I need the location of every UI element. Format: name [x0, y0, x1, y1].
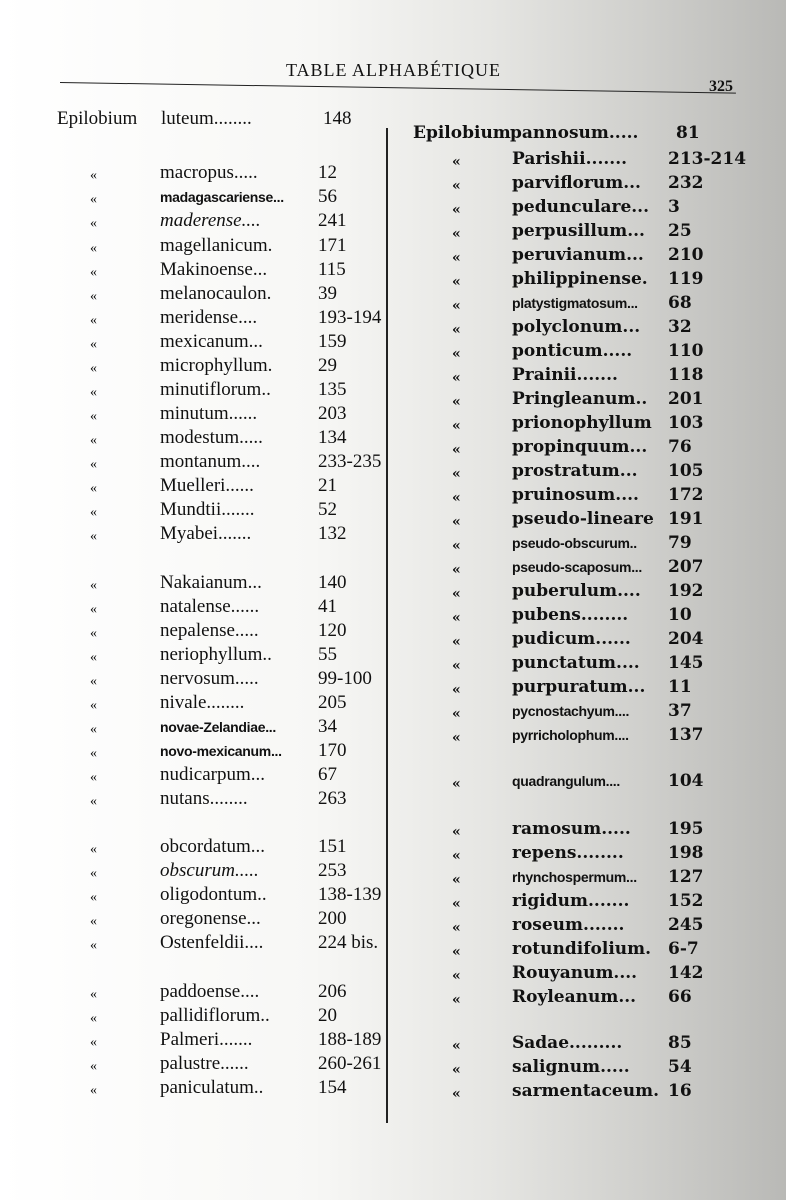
species-name: Ostenfeldii.... — [160, 932, 264, 953]
species-name: novae-Zelandiae... — [160, 719, 276, 735]
page-ref: 85 — [668, 1033, 692, 1053]
species-name: pseudo-obscurum.. — [512, 535, 637, 551]
page-ref: 253 — [318, 860, 347, 881]
page-ref: 120 — [318, 620, 347, 641]
ditto-mark: « — [452, 730, 461, 746]
page-ref: 11 — [668, 677, 692, 697]
page-ref: 245 — [668, 915, 704, 935]
species-name: pedunculare... — [512, 197, 650, 217]
page-ref: 148 — [323, 108, 352, 129]
genus-name: Epilobium — [413, 123, 511, 143]
species-name: pannosum..... — [510, 123, 639, 143]
page-ref: 25 — [668, 221, 692, 241]
ditto-mark: « — [452, 418, 461, 434]
ditto-mark: « — [452, 920, 461, 936]
page-ref: 232 — [668, 173, 704, 193]
ditto-mark: « — [452, 968, 461, 984]
page-ref: 193-194 — [318, 307, 382, 328]
ditto-mark: « — [452, 634, 461, 650]
ditto-mark: « — [90, 385, 97, 400]
species-name: pallidiflorum.. — [160, 1005, 270, 1026]
species-name: luteum........ — [161, 108, 252, 129]
ditto-mark: « — [90, 1011, 97, 1026]
species-name: philippinense. — [512, 269, 648, 289]
ditto-mark: « — [452, 1062, 461, 1078]
ditto-mark: « — [90, 505, 97, 520]
species-name: Sadae......... — [512, 1033, 623, 1053]
page-ref: 205 — [318, 692, 347, 713]
species-name: rotundifolium. — [512, 939, 652, 959]
page-ref: 79 — [668, 533, 692, 553]
species-name: polyclonum... — [512, 317, 641, 337]
species-name: platystigmatosum... — [512, 295, 638, 311]
species-name: Prainii....... — [512, 365, 618, 385]
species-name: modestum..... — [160, 427, 263, 448]
ditto-mark: « — [90, 192, 97, 207]
ditto-mark: « — [452, 442, 461, 458]
page-ref: 135 — [318, 379, 347, 400]
species-name: nudicarpum... — [160, 764, 266, 785]
page-ref: 10 — [668, 605, 692, 625]
ditto-mark: « — [90, 361, 97, 376]
page-ref: 37 — [668, 701, 692, 721]
ditto-mark: « — [90, 457, 97, 472]
ditto-mark: « — [452, 394, 461, 410]
ditto-mark: « — [90, 698, 97, 713]
page-ref: 241 — [318, 210, 347, 231]
species-name: quadrangulum.... — [512, 773, 620, 789]
ditto-mark: « — [452, 872, 461, 888]
species-name: Pringleanum.. — [512, 389, 648, 409]
ditto-mark: « — [452, 776, 461, 792]
ditto-mark: « — [90, 241, 97, 256]
ditto-mark: « — [90, 481, 97, 496]
species-name: pruinosum.... — [512, 485, 639, 505]
page-ref: 192 — [668, 581, 704, 601]
ditto-mark: « — [452, 490, 461, 506]
page-ref: 140 — [318, 572, 347, 593]
page-ref: 152 — [668, 891, 704, 911]
page-ref: 206 — [318, 981, 347, 1002]
page-ref: 54 — [668, 1057, 692, 1077]
ditto-mark: « — [90, 770, 97, 785]
species-name: macropus..... — [160, 162, 258, 183]
species-name: meridense.... — [160, 307, 258, 328]
ditto-mark: « — [90, 794, 97, 809]
page-number: 325 — [709, 78, 733, 95]
page-ref: 134 — [318, 427, 347, 448]
species-name: pudicum...... — [512, 629, 631, 649]
species-name: rhynchospermum... — [512, 869, 637, 885]
ditto-mark: « — [452, 538, 461, 554]
species-name: oregonense... — [160, 908, 261, 929]
species-name: nivale........ — [160, 692, 245, 713]
ditto-mark: « — [452, 706, 461, 722]
species-name: purpuratum... — [512, 677, 646, 697]
species-name: peruvianum... — [512, 245, 644, 265]
species-name: ramosum..... — [512, 819, 631, 839]
page-ref: 170 — [318, 740, 347, 761]
ditto-mark: « — [90, 529, 97, 544]
ditto-mark: « — [452, 298, 461, 314]
page-ref: 145 — [668, 653, 704, 673]
species-name: neriophyllum.. — [160, 644, 272, 665]
page-ref: 29 — [318, 355, 337, 376]
ditto-mark: « — [452, 1086, 461, 1102]
page-ref: 172 — [668, 485, 704, 505]
species-name: pycnostachyum.... — [512, 703, 630, 719]
ditto-mark: « — [452, 466, 461, 482]
species-name: natalense...... — [160, 596, 260, 617]
species-name: roseum....... — [512, 915, 625, 935]
ditto-mark: « — [90, 1059, 97, 1074]
page-ref: 204 — [668, 629, 704, 649]
ditto-mark: « — [452, 658, 461, 674]
species-name: pubens........ — [512, 605, 629, 625]
page-ref: 119 — [668, 269, 704, 289]
page-ref: 260-261 — [318, 1053, 382, 1074]
ditto-mark: « — [90, 842, 97, 857]
ditto-mark: « — [90, 313, 97, 328]
page-ref: 263 — [318, 788, 347, 809]
ditto-mark: « — [452, 1038, 461, 1054]
column-divider — [386, 128, 388, 1123]
page-ref: 137 — [668, 725, 704, 745]
ditto-mark: « — [452, 562, 461, 578]
page-ref: 198 — [668, 843, 704, 863]
ditto-mark: « — [90, 578, 97, 593]
ditto-mark: « — [90, 650, 97, 665]
species-name: pyrricholophum.... — [512, 727, 629, 743]
page-ref: 103 — [668, 413, 704, 433]
species-name: obscurum..... — [160, 860, 259, 881]
page-ref: 127 — [668, 867, 704, 887]
ditto-mark: « — [452, 154, 461, 170]
species-name: sarmentaceum. — [512, 1081, 660, 1101]
ditto-mark: « — [452, 202, 461, 218]
ditto-mark: « — [90, 890, 97, 905]
species-name: nutans........ — [160, 788, 248, 809]
page-ref: 16 — [668, 1081, 692, 1101]
page-ref: 115 — [318, 259, 346, 280]
page-ref: 159 — [318, 331, 347, 352]
ditto-mark: « — [90, 866, 97, 881]
species-name: nepalense..... — [160, 620, 259, 641]
ditto-mark: « — [452, 274, 461, 290]
ditto-mark: « — [90, 914, 97, 929]
page-ref: 20 — [318, 1005, 337, 1026]
species-name: minutiflorum.. — [160, 379, 271, 400]
ditto-mark: « — [90, 409, 97, 424]
ditto-mark: « — [90, 216, 97, 231]
ditto-mark: « — [90, 1035, 97, 1050]
genus-name: Epilobium — [57, 108, 138, 129]
ditto-mark: « — [90, 168, 97, 183]
ditto-mark: « — [452, 848, 461, 864]
ditto-mark: « — [90, 433, 97, 448]
page-ref: 12 — [318, 162, 337, 183]
species-name: pseudo-lineare — [512, 509, 654, 529]
page-ref: 110 — [668, 341, 704, 361]
species-name: rigidum....... — [512, 891, 630, 911]
species-name: melanocaulon. — [160, 283, 272, 304]
ditto-mark: « — [452, 896, 461, 912]
page-ref: 233-235 — [318, 451, 382, 472]
species-name: madagascariense... — [160, 189, 284, 205]
page-ref: 213-214 — [668, 149, 747, 169]
page-ref: 201 — [668, 389, 704, 409]
page-ref: 154 — [318, 1077, 347, 1098]
page-ref: 138-139 — [318, 884, 382, 905]
page-ref: 6-7 — [668, 939, 699, 959]
page-ref: 105 — [668, 461, 704, 481]
page-ref: 81 — [676, 123, 700, 143]
ditto-mark: « — [90, 626, 97, 641]
species-name: Rouyanum.... — [512, 963, 638, 983]
page-ref: 142 — [668, 963, 704, 983]
species-name: paniculatum.. — [160, 1077, 264, 1098]
page-ref: 41 — [318, 596, 337, 617]
page-ref: 104 — [668, 771, 704, 791]
ditto-mark: « — [90, 337, 97, 352]
species-name: Palmeri....... — [160, 1029, 253, 1050]
page-ref: 3 — [668, 197, 680, 217]
page-ref: 55 — [318, 644, 337, 665]
page-ref: 191 — [668, 509, 704, 529]
species-name: propinquum... — [512, 437, 648, 457]
page-ref: 32 — [668, 317, 692, 337]
page-ref: 210 — [668, 245, 704, 265]
species-name: pseudo-scaposum... — [512, 559, 642, 575]
species-name: repens........ — [512, 843, 624, 863]
page-ref: 200 — [318, 908, 347, 929]
ditto-mark: « — [90, 1083, 97, 1098]
species-name: microphyllum. — [160, 355, 273, 376]
ditto-mark: « — [90, 987, 97, 1002]
species-name: mexicanum... — [160, 331, 263, 352]
ditto-mark: « — [452, 682, 461, 698]
species-name: ponticum..... — [512, 341, 633, 361]
page-ref: 66 — [668, 987, 692, 1007]
page-ref: 207 — [668, 557, 704, 577]
species-name: Nakaianum... — [160, 572, 262, 593]
page-title: TABLE ALPHABÉTIQUE — [286, 60, 502, 80]
ditto-mark: « — [90, 602, 97, 617]
species-name: Mundtii....... — [160, 499, 255, 520]
ditto-mark: « — [90, 722, 97, 737]
ditto-mark: « — [452, 514, 461, 530]
species-name: montanum.... — [160, 451, 261, 472]
page-ref: 67 — [318, 764, 337, 785]
page-ref: 224 bis. — [318, 932, 379, 953]
ditto-mark: « — [90, 746, 97, 761]
species-name: Parishii....... — [512, 149, 628, 169]
ditto-mark: « — [452, 346, 461, 362]
page-ref: 118 — [668, 365, 704, 385]
species-name: paddoense.... — [160, 981, 260, 1002]
ditto-mark: « — [90, 938, 97, 953]
species-name: parviflorum... — [512, 173, 641, 193]
ditto-mark: « — [452, 322, 461, 338]
ditto-mark: « — [90, 265, 97, 280]
page-ref: 76 — [668, 437, 692, 457]
page-ref: 99-100 — [318, 668, 372, 689]
species-name: prostratum... — [512, 461, 638, 481]
species-name: perpusillum... — [512, 221, 645, 241]
ditto-mark: « — [90, 674, 97, 689]
ditto-mark: « — [452, 824, 461, 840]
species-name: maderense.... — [160, 210, 261, 231]
species-name: oligodontum.. — [160, 884, 267, 905]
ditto-mark: « — [452, 370, 461, 386]
page-ref: 56 — [318, 186, 337, 207]
page-ref: 171 — [318, 235, 347, 256]
page-ref: 34 — [318, 716, 337, 737]
species-name: minutum...... — [160, 403, 258, 424]
species-name: Muelleri...... — [160, 475, 254, 496]
page-ref: 188-189 — [318, 1029, 382, 1050]
page-ref: 52 — [318, 499, 337, 520]
page-ref: 21 — [318, 475, 337, 496]
page-ref: 39 — [318, 283, 337, 304]
page-ref: 151 — [318, 836, 347, 857]
species-name: prionophyllum — [512, 413, 652, 433]
species-name: salignum..... — [512, 1057, 630, 1077]
ditto-mark: « — [90, 289, 97, 304]
ditto-mark: « — [452, 226, 461, 242]
ditto-mark: « — [452, 944, 461, 960]
page-ref: 203 — [318, 403, 347, 424]
species-name: obcordatum... — [160, 836, 266, 857]
ditto-mark: « — [452, 250, 461, 266]
species-name: palustre...... — [160, 1053, 249, 1074]
page-ref: 132 — [318, 523, 347, 544]
species-name: nervosum..... — [160, 668, 259, 689]
species-name: puberulum.... — [512, 581, 641, 601]
ditto-mark: « — [452, 178, 461, 194]
page-ref: 195 — [668, 819, 704, 839]
ditto-mark: « — [452, 610, 461, 626]
ditto-mark: « — [452, 586, 461, 602]
species-name: Myabei....... — [160, 523, 252, 544]
species-name: novo-mexicanum... — [160, 743, 282, 759]
species-name: magellanicum. — [160, 235, 273, 256]
species-name: Makinoense... — [160, 259, 268, 280]
ditto-mark: « — [452, 992, 461, 1008]
species-name: punctatum.... — [512, 653, 640, 673]
page-ref: 68 — [668, 293, 692, 313]
species-name: Royleanum... — [512, 987, 637, 1007]
header-rule — [60, 82, 736, 94]
